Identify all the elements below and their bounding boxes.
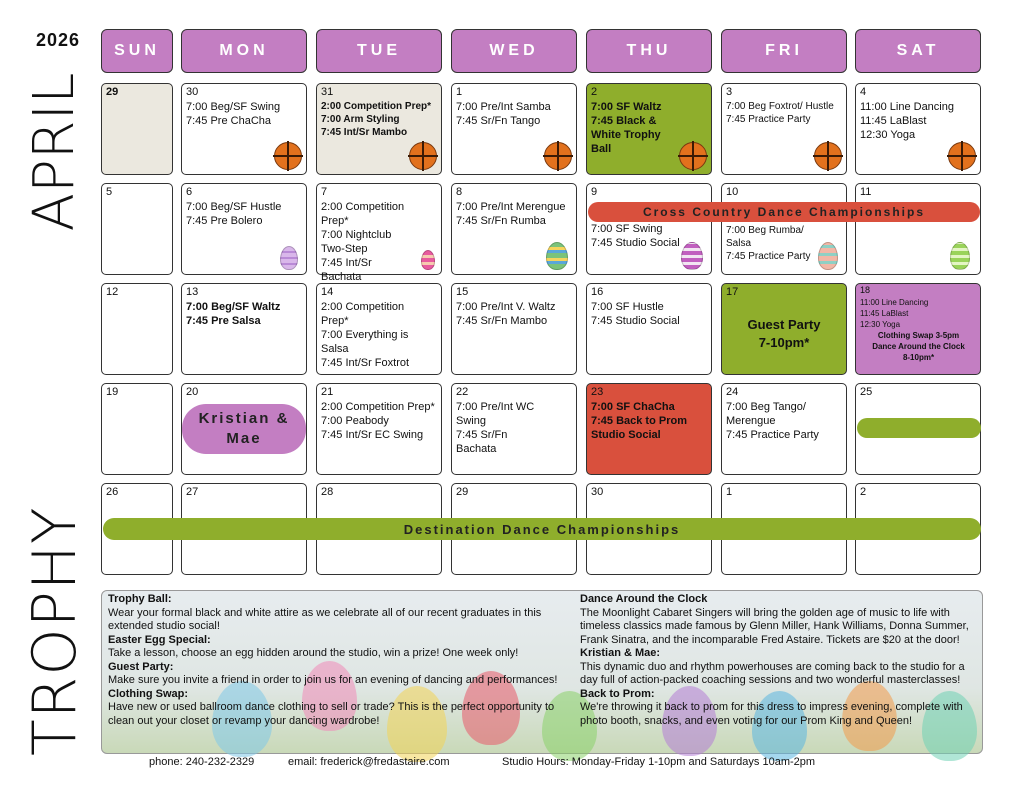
event: 7:00 SF Hustle <box>591 301 664 313</box>
event: 11:45 LaBlast <box>860 309 909 318</box>
event: 2:00 Competition Prep* <box>321 201 405 227</box>
day-number: 11 <box>860 186 872 198</box>
day-number: 30 <box>186 86 199 98</box>
event-list <box>456 400 546 456</box>
note-text: The Moonlight Cabaret Singers will bring the golden age of music to life with timeless classics made famous by Glenn Miller, Hank Williams, Donna Summer, Frank Sinatra, and the incomparable Fred Astaire. Tickets are $20 at the door! <box>580 606 969 646</box>
day-cell[interactable] <box>181 83 307 175</box>
day-number: 2 <box>591 86 598 98</box>
event: 7:00 Beg/SF Waltz <box>186 301 281 313</box>
easter-egg-icon <box>546 242 568 270</box>
month-label: APRIL <box>22 72 87 232</box>
day-number: 20 <box>186 386 199 398</box>
day-cell[interactable] <box>721 183 847 275</box>
day-number: 25 <box>860 386 873 398</box>
event-list <box>591 400 708 442</box>
day-number: 2 <box>860 486 867 498</box>
footer-phone: phone: 240-232-2329 <box>149 756 255 768</box>
event: 7:45 Pre Bolero <box>186 215 263 227</box>
day-header-thu: THU <box>586 29 712 73</box>
event-list <box>186 300 303 328</box>
day-cell[interactable] <box>855 283 981 375</box>
note-title: Back to Prom: <box>580 687 655 700</box>
easter-egg-icon <box>950 242 970 270</box>
day-number: 31 <box>321 86 334 98</box>
day-number: 26 <box>106 486 119 498</box>
day-number: 27 <box>186 486 199 498</box>
day-cell[interactable] <box>586 183 712 275</box>
day-cell[interactable] <box>316 183 442 283</box>
destination-banner: Destination Dance Championships <box>103 518 981 540</box>
year-label: 2026 <box>36 30 81 50</box>
event: 7:00 Beg/SF Swing <box>186 101 281 113</box>
footer-email[interactable]: email: frederick@fredastaire.com <box>288 756 450 768</box>
event: 7:00 SF Waltz <box>591 101 662 113</box>
event-list <box>726 224 818 263</box>
basketball-icon <box>544 142 572 170</box>
note-title: Clothing Swap: <box>108 687 189 700</box>
notes-left-column <box>108 593 580 728</box>
day-cell[interactable] <box>101 283 173 375</box>
event: 7:00 Pre/Int WC Swing <box>456 401 535 427</box>
event: 7:00 Beg/SF Hustle <box>186 201 282 213</box>
event: 11:45 LaBlast <box>860 115 927 127</box>
event: 7:45 Int/Sr Foxtrot <box>321 357 410 369</box>
event-list <box>591 100 675 156</box>
day-cell[interactable] <box>316 383 442 475</box>
day-number: 1 <box>726 486 733 498</box>
day-number: 3 <box>726 86 733 98</box>
day-number: 12 <box>106 286 119 298</box>
day-number: 22 <box>456 386 469 398</box>
easter-egg-icon <box>681 242 703 270</box>
day-number: 4 <box>860 86 867 98</box>
event-list <box>860 297 977 363</box>
event: 12:30 Yoga <box>860 129 916 141</box>
basketball-icon <box>948 142 976 170</box>
easter-egg-icon <box>280 246 298 270</box>
event: 7:45 Practice Party <box>726 114 811 125</box>
day-number: 21 <box>321 386 334 398</box>
easter-egg-icon <box>818 242 838 270</box>
event-list <box>321 100 438 139</box>
footer-hours: Studio Hours: Monday-Friday 1-10pm and Saturdays 10am-2pm <box>502 756 816 768</box>
event: 7:45 Practice Party <box>726 429 819 441</box>
day-cell[interactable] <box>451 83 577 175</box>
event: 7:00 Pre/Int Merengue <box>456 201 566 213</box>
event: 7:45 Int/Sr Mambo <box>321 127 408 138</box>
day-header-sat: SAT <box>855 29 981 73</box>
day-cell[interactable] <box>101 83 173 175</box>
day-cell[interactable] <box>181 283 307 375</box>
note-text: This dynamic duo and rhythm powerhouses are coming back to the studio for a day full of action-packed coaching sessions and two wonderful masterclasses! <box>580 660 965 686</box>
day-number: 9 <box>591 186 598 198</box>
event: 7:00 Peabody <box>321 415 389 427</box>
day-number: 18 <box>860 285 871 295</box>
note-title: Dance Around the Clock <box>580 593 708 605</box>
day-number: 8 <box>456 186 463 198</box>
event-list <box>726 100 843 126</box>
day-cell[interactable] <box>181 183 307 275</box>
day-cell[interactable] <box>101 383 173 475</box>
brand-label: TROPHY <box>20 506 90 756</box>
event-list <box>591 300 708 328</box>
event: 7:45 Sr/Fn Tango <box>456 115 541 127</box>
note-text: Wear your formal black and white attire as we celebrate all of our recent graduates in this extended studio social! <box>108 606 542 632</box>
day-number: 23 <box>591 386 604 398</box>
event: 7:45 Black & White Trophy Ball <box>591 115 661 155</box>
kristian-mae-banner: Kristian & Mae <box>182 404 306 454</box>
event: 7:00 Pre/Int Samba <box>456 101 551 113</box>
event: 7:45 Pre Salsa <box>186 315 261 327</box>
note-text: Take a lesson, choose an egg hidden around the studio, win a prize! One week only! <box>108 647 519 659</box>
event: 7:45 Pre ChaCha <box>186 115 271 127</box>
note-text: Have new or used ballroom dance clothing to sell or trade? This is the perfect opportunity to clean out your closet or revamp your dancing wardrobe! <box>108 701 555 727</box>
day-number: 24 <box>726 386 739 398</box>
day-number: 17 <box>726 286 739 298</box>
day-number: 6 <box>186 186 193 198</box>
day-number: 5 <box>106 186 113 198</box>
event-list <box>722 316 846 352</box>
day-header-mon: MON <box>181 29 307 73</box>
event: Clothing Swap 3-5pm <box>877 331 960 340</box>
day-header-wed: WED <box>451 29 577 73</box>
day-header-sun: SUN <box>101 29 173 73</box>
event-list <box>726 400 820 442</box>
basketball-icon <box>409 142 437 170</box>
basketball-icon <box>274 142 302 170</box>
day-cell[interactable] <box>855 83 981 175</box>
day-cell[interactable] <box>586 383 712 475</box>
saturday-banner <box>857 418 981 438</box>
note-title: Trophy Ball: <box>108 593 172 605</box>
event: 7:45 Studio Social <box>591 237 680 249</box>
event-list <box>186 200 303 228</box>
day-cell[interactable] <box>721 83 847 175</box>
day-number: 1 <box>456 86 463 98</box>
day-number: 7 <box>321 186 328 198</box>
note-title: Kristian & Mae: <box>580 647 661 659</box>
notes-right-column <box>580 593 978 728</box>
event: 7-10pm* <box>758 335 810 350</box>
event-list <box>456 300 573 328</box>
day-number: 28 <box>321 486 334 498</box>
day-cell[interactable] <box>101 183 173 275</box>
note-text: Make sure you invite a friend in order to join us for an evening of dancing and performances! <box>108 674 558 686</box>
event: 7:45 Int/Sr Bachata <box>321 257 372 283</box>
event: 11:00 Line Dancing <box>860 101 954 113</box>
event-list <box>456 100 573 128</box>
note-text: We're throwing it back to prom for this dress to impress evening, complete with photo booth, snacks, and even voting for our Prom King and Queen! <box>580 701 963 727</box>
day-header-tue: TUE <box>316 29 442 73</box>
event: 7:00 Beg Rumba/ Salsa <box>726 225 804 249</box>
event: Dance Around the Clock <box>872 342 965 351</box>
event: 7:00 Beg Foxtrot/ Hustle <box>726 101 834 112</box>
day-cell[interactable] <box>451 383 577 475</box>
event: 7:00 Pre/Int V. Waltz <box>456 301 556 313</box>
cross-country-banner: Cross Country Dance Championships <box>588 202 980 222</box>
event-list <box>456 200 573 228</box>
day-cell[interactable] <box>451 283 577 375</box>
event: 7:45 Back to Prom Studio Social <box>591 415 687 441</box>
event: 8-10pm* <box>902 353 935 362</box>
notes-panel <box>101 590 983 754</box>
day-cell[interactable] <box>451 183 577 275</box>
day-cell[interactable] <box>316 83 442 175</box>
event: 2:00 Competition Prep* <box>321 301 405 327</box>
event: 7:00 Nightclub Two-Step <box>321 229 392 255</box>
day-number: 19 <box>106 386 119 398</box>
event: Guest Party <box>747 317 821 332</box>
event: 7:00 SF ChaCha <box>591 401 675 413</box>
event: 2:00 Competition Prep* <box>321 401 435 413</box>
event: 7:00 Arm Styling <box>321 114 400 125</box>
day-number: 15 <box>456 286 469 298</box>
day-number: 13 <box>186 286 199 298</box>
event-list <box>321 300 427 370</box>
event: 7:45 Int/Sr EC Swing <box>321 429 424 441</box>
event: 7:45 Practice Party <box>726 251 811 262</box>
event-list <box>321 200 413 284</box>
day-header-fri: FRI <box>721 29 847 73</box>
day-number: 29 <box>456 486 469 498</box>
event: 7:45 Sr/Fn Rumba <box>456 215 546 227</box>
event: 7:00 Beg Tango/ Merengue <box>726 401 806 427</box>
day-number: 29 <box>106 86 119 98</box>
event: 7:45 Studio Social <box>591 315 680 327</box>
event: 7:45 Sr/Fn Mambo <box>456 315 548 327</box>
note-title: Guest Party: <box>108 660 174 673</box>
event: 11:00 Line Dancing <box>860 298 929 307</box>
event: 7:00 SF Swing <box>591 223 663 235</box>
event: 7:45 Sr/Fn Bachata <box>456 429 508 455</box>
basketball-icon <box>814 142 842 170</box>
day-cell[interactable] <box>855 183 981 275</box>
day-number: 10 <box>726 186 739 198</box>
day-cell[interactable] <box>721 283 847 375</box>
day-cell[interactable] <box>721 383 847 475</box>
day-cell[interactable] <box>316 283 442 375</box>
day-cell[interactable] <box>586 283 712 375</box>
event-list <box>186 100 303 128</box>
basketball-icon <box>679 142 707 170</box>
day-number: 16 <box>591 286 604 298</box>
event-list <box>321 400 438 442</box>
day-number: 30 <box>591 486 604 498</box>
event: 2:00 Competition Prep* <box>321 101 432 112</box>
event-list <box>860 100 977 142</box>
event: 12:30 Yoga <box>860 320 901 329</box>
easter-egg-icon <box>421 250 435 270</box>
day-number: 14 <box>321 286 334 298</box>
note-title: Easter Egg Special: <box>108 633 211 646</box>
day-cell[interactable] <box>586 83 712 175</box>
event: 7:00 Everything is Salsa <box>321 329 409 355</box>
